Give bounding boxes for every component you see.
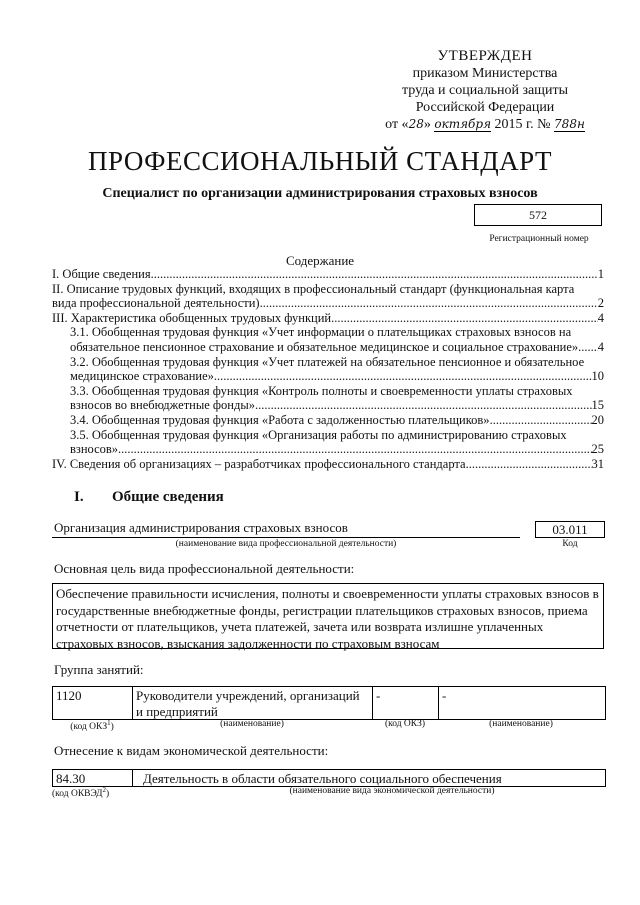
occupation-name-2: - — [442, 688, 447, 703]
activity-code-box: 03.011 — [535, 521, 605, 538]
section-heading — [74, 489, 224, 506]
toc-item[interactable]: II. Описание трудовых функций, входящих в профессиональный стандарт (функциональная карта вида профессиональной деятельности) ..... 2 — [52, 282, 604, 311]
toc-item[interactable]: III. Характеристика обобщенных трудовых функций ..... 4 — [52, 311, 604, 326]
toc-item[interactable]: 3.5. Обобщенная трудовая функция «Организация работы по администрированию страховых взносов» ..... 25 — [52, 428, 604, 457]
occupations-table — [52, 686, 606, 720]
occupation-code-1: 1120 — [53, 687, 133, 719]
table-of-contents — [52, 267, 604, 471]
approval-heading: УТВЕРЖДЕН — [437, 48, 533, 64]
registration-number-box: 572 — [474, 204, 602, 226]
occupations-label: Группа занятий: — [54, 662, 144, 677]
economic-label: Отнесение к видам экономической деятельности: — [54, 743, 329, 758]
goal-box: Обеспечение правильности исчисления, полноты и своевременности уплаты страховых взносов в государственные внебюджетные фонды, регистрации плательщиков страховых взносов, приема отчетности от плательщиков, учета платежей, зачета или возврата излишне уплаченных страховых взносов, взыскания задолженности по страховым взносам — [52, 583, 604, 649]
economic-activity-name: Деятельность в области обязательного социального обеспечения — [143, 771, 502, 786]
date-sep: » — [423, 117, 431, 132]
caption-okved-code: (код ОКВЭД$^2$) — [52, 786, 110, 800]
section-title: Общие сведения — [112, 489, 224, 505]
okved-code: 84.30 — [53, 770, 133, 786]
activity-name: Организация администрирования страховых взносов — [54, 520, 348, 535]
caption-occupation-name-1: (наименование) — [220, 719, 284, 729]
goal-label: Основная цель вида профессиональной деятельности: — [54, 561, 355, 576]
order-number: 788н — [554, 117, 585, 131]
occupation-code-2: - — [373, 687, 439, 719]
toc-item[interactable]: IV. Сведения об организациях – разработчиках профессионального стандарта ..... 31 — [52, 457, 604, 472]
toc-title: Содержание — [285, 253, 355, 268]
toc-item[interactable]: 3.4. Обобщенная трудовая функция «Работа с задолженностью плательщиков» ..... 20 — [52, 413, 604, 428]
document-subtitle: Специалист по организации администрирования страховых взносов — [102, 186, 538, 201]
activity-name-caption: (наименование вида профессиональной деятельности) — [175, 539, 397, 549]
economic-table — [52, 769, 606, 787]
caption-okz-code-1: (код ОКЗ$^1$) — [70, 719, 114, 733]
document-title: ПРОФЕССИОНАЛЬНЫЙ СТАНДАРТ — [87, 146, 553, 176]
toc-item[interactable]: 3.2. Обобщенная трудовая функция «Учет платежей на обязательное пенсионное и обязательное медицинское страхование» ..... 10 — [52, 355, 604, 384]
caption-occupation-name-2: (наименование) — [489, 719, 553, 729]
date-prefix: от « — [385, 117, 409, 132]
occupation-name-1: Руководители учреждений, организаций и предприятий — [133, 687, 373, 719]
registration-label: Регистрационный номер — [489, 234, 589, 244]
caption-economic-activity: (наименование вида экономической деятельности) — [289, 786, 495, 796]
caption-okz-code-2: (код ОКЗ) — [384, 719, 426, 729]
date-day: 28 — [408, 117, 424, 131]
approval-line-1: приказом Министерства — [412, 66, 558, 81]
toc-item[interactable]: I. Общие сведения ..... 1 — [52, 267, 604, 282]
approval-line-3: Российской Федерации — [415, 100, 555, 115]
approval-line-2: труда и социальной защиты — [402, 83, 568, 98]
toc-item[interactable]: 3.3. Обобщенная трудовая функция «Контроль полноты и своевременности уплаты страховых взносов во внебюджетные фонды» ..... 15 — [52, 384, 604, 413]
toc-item[interactable]: 3.1. Обобщенная трудовая функция «Учет информации о плательщиках страховых взносов на обязательное пенсионное страхование и обязательное медицинское и социальное страхование» ..... 4 — [52, 325, 604, 354]
date-month: октября — [434, 117, 492, 131]
approval-date-line — [380, 116, 590, 133]
activity-code-caption: Код — [562, 539, 578, 549]
date-year: 2015 г. № — [494, 117, 551, 132]
section-number: I. — [74, 489, 84, 505]
approval-block — [380, 48, 590, 133]
